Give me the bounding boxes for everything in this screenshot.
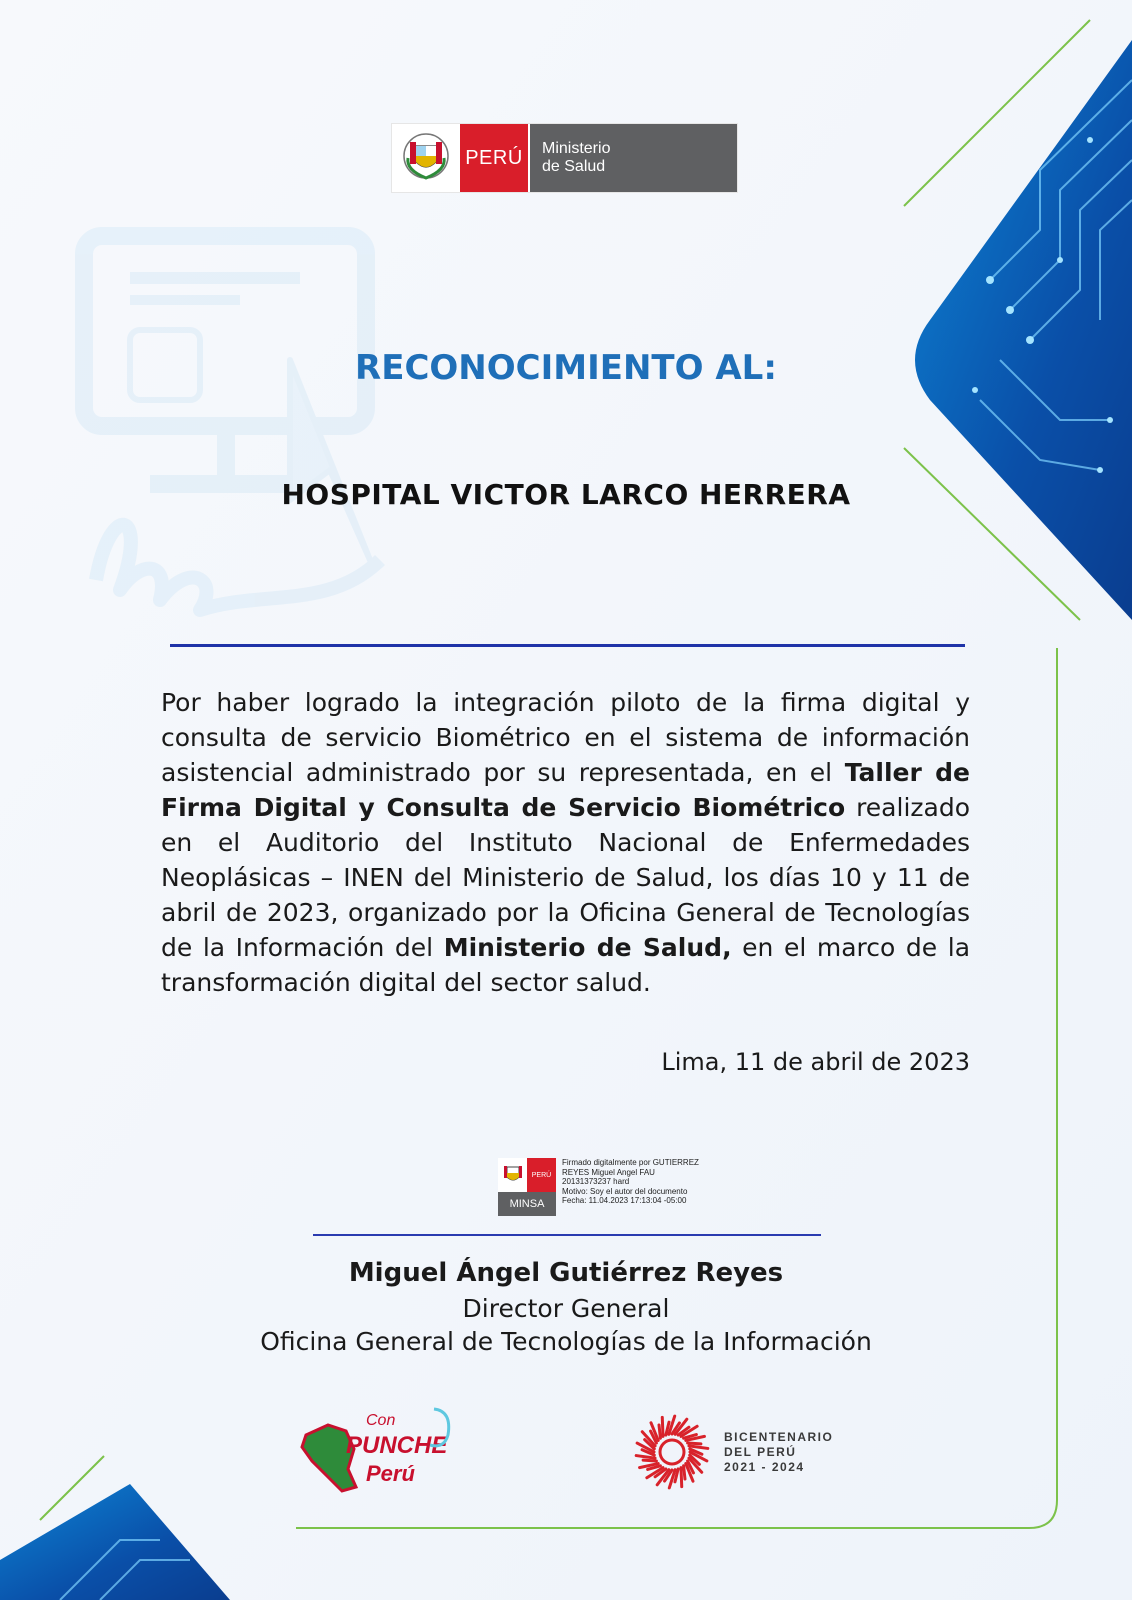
- peru-label: PERÚ: [460, 124, 528, 192]
- body-part-3: en el marco de la transformación digital del sector salud.: [161, 933, 971, 997]
- signer-office: Oficina General de Tecnologías de la Información: [260, 1327, 872, 1356]
- body-part-1: Por haber logrado la integración piloto de la firma digital y consulta de servicio Biométrico en el sistema de información asistencial administrado por su representada, en el: [161, 688, 970, 787]
- sunburst-ray: [688, 1443, 701, 1444]
- sunburst-ray: [659, 1425, 660, 1438]
- stamp-minsa-label: MINSA: [498, 1192, 556, 1216]
- bicentenario-line-1: BICENTENARIO: [724, 1430, 834, 1444]
- bicentenario-line-3: 2021 - 2024: [724, 1460, 805, 1474]
- signature-line-4: Motivo: Soy el autor del documento: [562, 1186, 688, 1196]
- divider-line: [170, 644, 965, 647]
- recipient-name: HOSPITAL VICTOR LARCO HERRERA: [281, 478, 851, 511]
- body-part-2: realizado en el Auditorio del Instituto Nacional de Enfermedades Neoplásicas – INEN del Ministerio de Salud, los días 10 y 11 de abril de 2023, organizado por la Oficina General de Tecnologías de la Información del: [161, 793, 971, 962]
- body-bold-2: Ministerio de Salud,: [443, 933, 732, 962]
- bicentenario-emblem-icon: [632, 1412, 716, 1492]
- signer-name: Miguel Ángel Gutiérrez Reyes: [348, 1258, 784, 1288]
- ministry-line-2: de Salud: [542, 158, 606, 175]
- bicentenario-logo: [632, 1412, 852, 1492]
- stamp-peru-label: PERÚ: [527, 1158, 556, 1192]
- signature-line: [313, 1234, 821, 1236]
- punche-word-1: Con: [366, 1412, 396, 1429]
- coat-of-arms-icon: [498, 1158, 527, 1192]
- signature-line-1: Firmado digitalmente por GUTIERREZ: [562, 1158, 699, 1167]
- signature-line-2: REYES Miguel Angel FAU: [562, 1167, 655, 1177]
- signature-line-5: Fecha: 11.04.2023 17:13:04 -05:00: [562, 1196, 687, 1205]
- certificate-body: [161, 685, 970, 1000]
- digital-signature-stamp: [498, 1158, 738, 1216]
- coat-of-arms-icon: [392, 124, 460, 192]
- punche-word-2: PUNCHE: [346, 1432, 448, 1459]
- con-punche-peru-logo: [298, 1405, 458, 1495]
- sunburst-ray: [689, 1446, 708, 1449]
- bicentenario-text: [724, 1430, 833, 1475]
- minsa-logo: [392, 124, 737, 192]
- signer-role: Director General: [462, 1294, 670, 1323]
- issue-date: Lima, 11 de abril de 2023: [661, 1048, 970, 1076]
- sunburst-ray: [662, 1417, 663, 1436]
- ministry-line-1: Ministerio: [542, 140, 611, 157]
- bicentenario-line-2: DEL PERÚ: [724, 1445, 797, 1459]
- signature-line-3: 20131373237 hard: [562, 1177, 630, 1186]
- certificate-title: RECONOCIMIENTO AL:: [355, 348, 777, 388]
- punche-word-3: Perú: [366, 1461, 415, 1486]
- ministry-label: [530, 124, 737, 192]
- signature-details: [562, 1158, 742, 1206]
- sunburst-ray: [636, 1456, 655, 1459]
- sunburst-ray: [681, 1468, 682, 1487]
- sunburst-ray: [643, 1460, 656, 1461]
- minsa-stamp-logo: [498, 1158, 556, 1216]
- sunburst-ray: [684, 1466, 685, 1479]
- body-bold-1: Taller de Firma Digital y Consulta de Servicio Biométrico: [161, 758, 970, 822]
